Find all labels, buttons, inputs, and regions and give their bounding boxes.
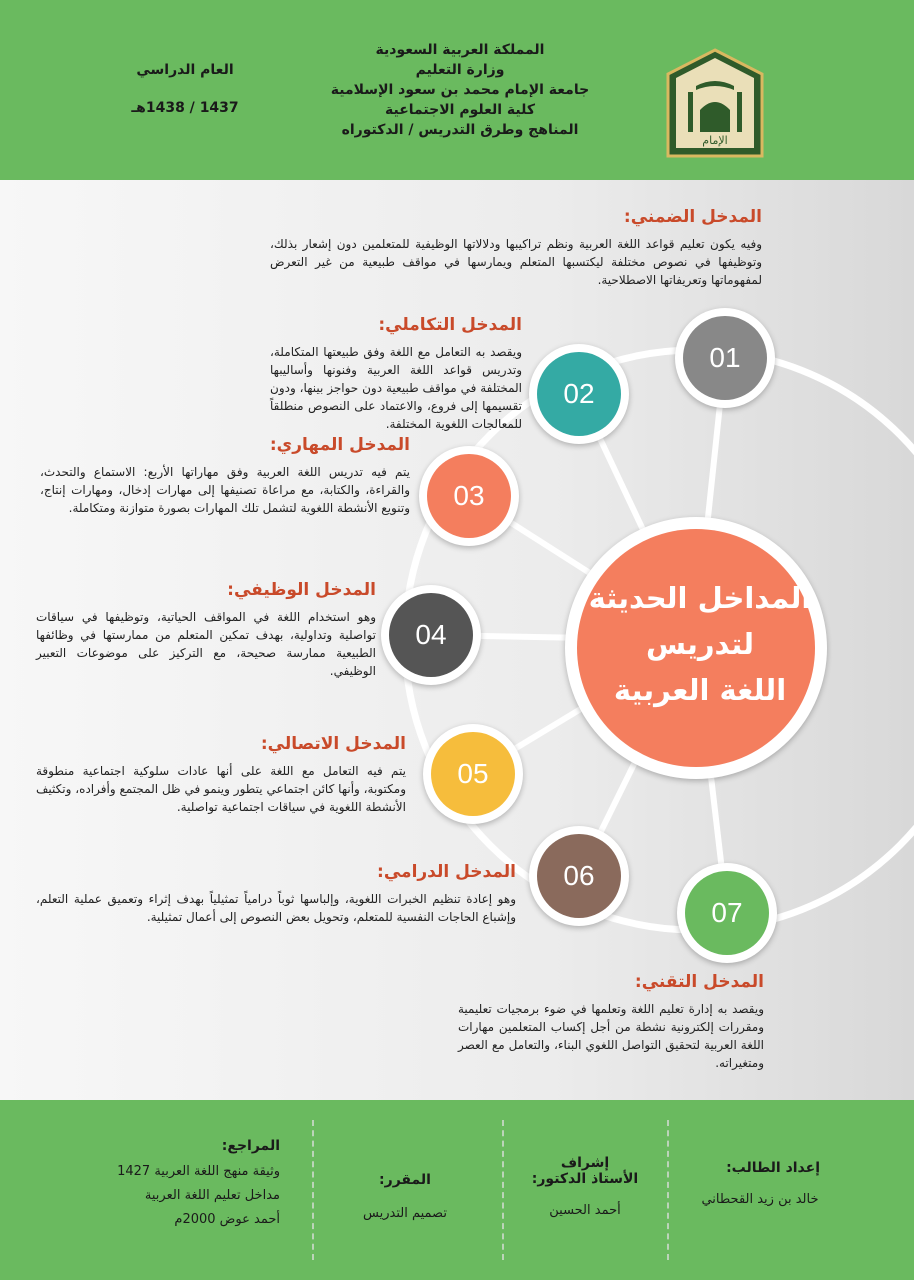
section-communicative <box>36 734 406 816</box>
section-functional <box>36 580 376 680</box>
supervisor-label2: الأستاذ الدكتور: <box>531 1171 639 1187</box>
course <box>330 1172 480 1221</box>
section-text: وهو استخدام اللغة في المواقف الحياتية، وتوظيفها في سياقات تواصلية وتداولية، بهدف تمكين المتعلم من ممارستها في وظائفها الطبيعية ممارسة صحيحة، مع التركيز على موضوعات التعبير الوظيفي. <box>36 610 376 678</box>
academic-year-value: 1437 / 1438هـ <box>131 100 239 116</box>
center-title-line2: لتدريس <box>645 627 755 661</box>
reference-item: مداخل تعليم اللغة العربية <box>144 1188 280 1203</box>
country-line: المملكة العربية السعودية <box>375 42 545 58</box>
step-03-number: 03 <box>427 454 511 538</box>
section-implicit <box>270 207 762 289</box>
department-line: المناهج وطرق التدريس / الدكتوراه <box>341 122 579 138</box>
step-02-circle <box>529 344 629 444</box>
supervisor <box>520 1155 650 1218</box>
section-text: ويقصد به إدارة تعليم اللغة وتعلمها في ضوء برمجيات تعليمية ومقررات إلكترونية نشطة من أجل إكساب المتعلمين مهارات اللغة العربية لتحقيق التواصل اللغوي البناء، والتعامل مع العصر ومتغيراته. <box>458 1002 764 1070</box>
section-title: المدخل الدرامي: <box>377 862 516 882</box>
section-text: وفيه يكون تعليم قواعد اللغة العربية ونظم تراكيبها ودلالاتها الوظيفية للمتعلمين دون إشعار بذلك، وتوظيفها في نصوص مختلفة ليكتسبها المتعلم ويمارسها في مواقف طبيعية من غير التعرض لمفهوماتها وتعريفاتها الاصطلاحية. <box>270 237 762 287</box>
section-title: المدخل الضمني: <box>623 207 762 227</box>
reference-item: أحمد عوض 2000م <box>174 1212 280 1227</box>
prepared-label: إعداد الطالب: <box>726 1160 820 1176</box>
section-technical <box>458 972 764 1072</box>
reference-item: وثيقة منهج اللغة العربية 1427 <box>117 1164 280 1179</box>
step-04-number: 04 <box>389 593 473 677</box>
header-band <box>0 0 914 180</box>
ministry-line: وزارة التعليم <box>415 62 505 78</box>
course-label: المقرر: <box>379 1172 431 1188</box>
section-text: يتم فيه تدريس اللغة العربية وفق مهاراتها الأربع: الاستماع والتحدث، والقراءة، والكتابة، مع مراعاة تصنيفها إلى مهارات إدخال، ومهارات إنتاج، وتنويع الأنشطة اللغوية لتشمل تلك المهارات بصورة متوازنة ومتكاملة. <box>40 465 410 515</box>
step-07-circle <box>677 863 777 963</box>
step-02-number: 02 <box>537 352 621 436</box>
step-06-number: 06 <box>537 834 621 918</box>
supervisor-label1: إشراف <box>560 1155 610 1171</box>
center-title <box>580 575 820 745</box>
section-title: المدخل الوظيفي: <box>227 580 376 600</box>
step-05-circle <box>423 724 523 824</box>
footer-divider <box>502 1120 504 1260</box>
university-logo-icon <box>666 48 764 158</box>
step-01-circle <box>675 308 775 408</box>
university-info <box>300 40 620 140</box>
section-text: ويقصد به التعامل مع اللغة وفق طبيعتها المتكاملة، وتدريس قواعد اللغة العربية وفنونها وأساليبها المختلفة في مواقف طبيعية دون حواجز بينها، ودون تقسيمها إلى فروع، والاعتماد على النصوص منطلقاً للمعالجات اللغوية المختلفة. <box>270 345 522 431</box>
footer-divider <box>312 1120 314 1260</box>
center-title-line1: المداخل الحديثة <box>588 581 812 615</box>
footer-divider <box>667 1120 669 1260</box>
college-line: كلية العلوم الاجتماعية <box>385 102 535 118</box>
section-title: المدخل التقني: <box>634 972 764 992</box>
step-04-circle <box>381 585 481 685</box>
step-07-number: 07 <box>685 871 769 955</box>
step-06-circle <box>529 826 629 926</box>
prepared-by <box>700 1160 820 1210</box>
university-line: جامعة الإمام محمد بن سعود الإسلامية <box>330 82 590 98</box>
academic-year-label: العام الدراسي <box>136 62 234 78</box>
step-01-number: 01 <box>683 316 767 400</box>
section-title: المدخل التكاملي: <box>378 315 522 335</box>
logo-text: الإمام <box>702 134 728 147</box>
supervisor-name: أحمد الحسين <box>549 1203 621 1218</box>
section-integrative <box>270 315 522 433</box>
section-skills <box>40 435 410 517</box>
section-text: وهو إعادة تنظيم الخبرات اللغوية، وإلباسها ثوباً درامياً تمثيلياً بهدف إثراء وتعميق عملية التعلم، وإشباع الحاجات النفسية للمتعلم، وتحويل بعض النصوص إلى أعمال تمثيلية. <box>36 892 516 924</box>
student-name: خالد بن زيد القحطاني <box>701 1192 819 1207</box>
step-03-circle <box>419 446 519 546</box>
references <box>40 1138 280 1232</box>
center-title-line3: اللغة العربية <box>613 673 787 707</box>
section-text: يتم فيه التعامل مع اللغة على أنها عادات سلوكية اجتماعية منطوقة ومكتوبة، وأنها كائن اجتماعي يتطور وينمو في ظل المجتمع وأفراده، وتكثيف الأنشطة اللغوية في سياقات اجتماعية تواصلية. <box>36 764 406 814</box>
references-label: المراجع: <box>221 1138 280 1154</box>
section-title: المدخل المهاري: <box>269 435 410 455</box>
section-dramatic <box>36 862 516 926</box>
course-name: تصميم التدريس <box>363 1206 447 1221</box>
section-title: المدخل الاتصالي: <box>260 734 406 754</box>
step-05-number: 05 <box>431 732 515 816</box>
